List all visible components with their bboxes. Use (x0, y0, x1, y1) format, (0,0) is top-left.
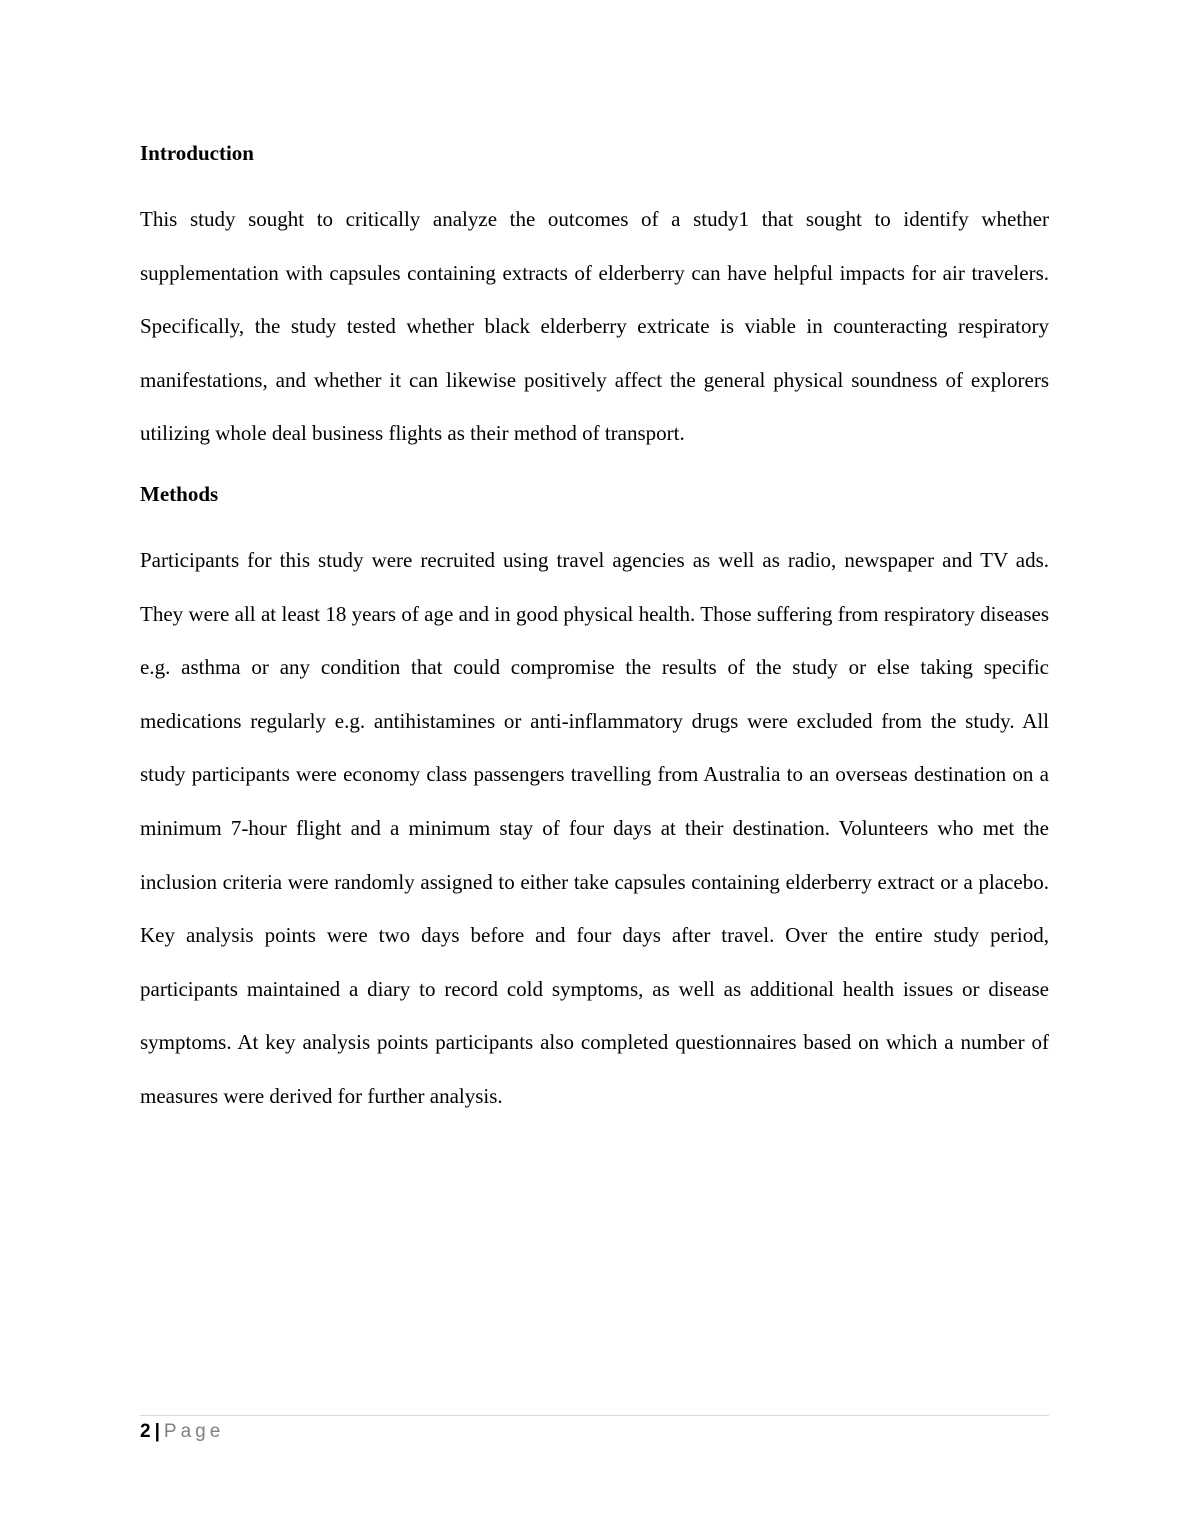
section-heading-introduction: Introduction (140, 141, 254, 165)
section-paragraph-introduction: This study sought to critically analyze the outcomes of a study1 that sought to identify whether supplementation with capsules containing extracts of elderberry can have helpful impacts for air travelers. Specifically, the study tested whether black elderberry extricate is viable in counteracting respiratory manifestations, and whether it can likewise positively affect the general physical soundness of explorers utilizing whole deal business flights as their method of transport. (140, 207, 1049, 446)
document-body (140, 136, 1049, 1124)
section-heading-methods: Methods (140, 481, 219, 506)
page-footer (140, 1419, 224, 1445)
page-label: Page (163, 1421, 225, 1442)
footer-separator: | (154, 1421, 160, 1442)
footer-divider (140, 1415, 1049, 1416)
section-paragraph-methods: Participants for this study were recruited using travel agencies as well as radio, newspaper and TV ads. They were all at least 18 years of age and in good physical health. Those suffering from respiratory diseases e.g. asthma or any condition that could compromise the results of the study or else taking specific medications regularly e.g. antihistamines or anti-inflammatory drugs were excluded from the study. All study participants were economy class passengers travelling from Australia to an overseas destination on a minimum 7-hour flight and a minimum stay of four days at their destination. Volunteers who met the inclusion criteria were randomly assigned to either take capsules containing elderberry extract or a placebo. Key analysis points were two days before and four days after travel. Over the entire study period, participants maintained a diary to record cold symptoms, as well as additional health issues or disease symptoms. At key analysis points participants also completed questionnaires based on which a number of measures were derived for further analysis. (140, 547, 1049, 1108)
page-number: 2 (140, 1421, 151, 1442)
